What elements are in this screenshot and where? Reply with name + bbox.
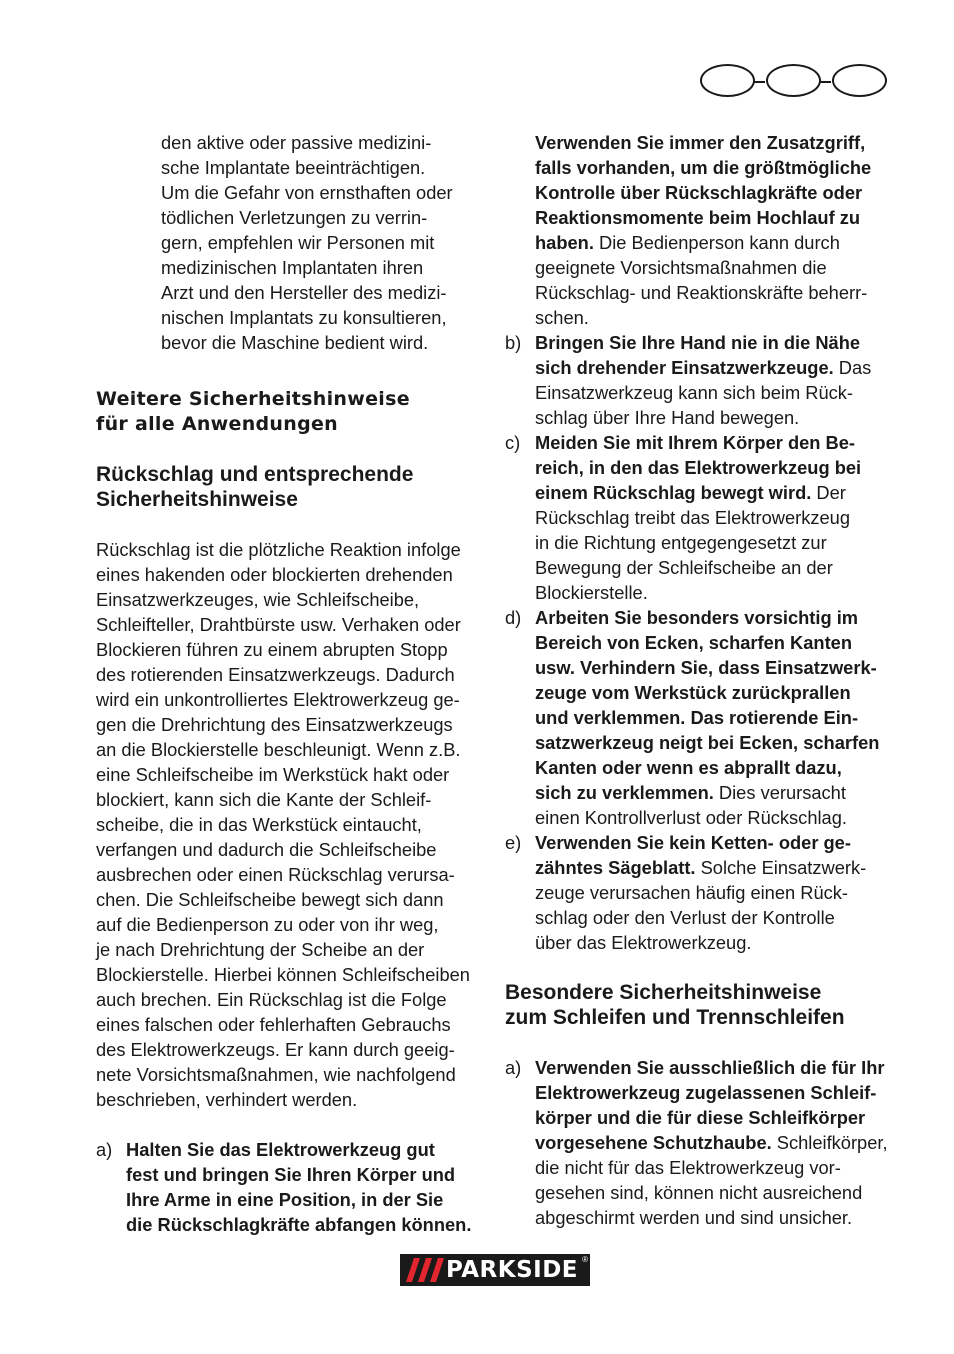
text-line: Schleifteller, Drahtbürste usw. Verhaken oder <box>96 614 461 635</box>
heading-line: Weitere Sicherheitshinweise <box>96 388 410 410</box>
text-line <box>535 480 891 505</box>
text-line: Rückschlag treibt das Elektrowerkzeug <box>535 507 850 528</box>
bold-run: vorgesehene Schutzhaube. <box>535 1132 772 1153</box>
section-heading-grinding <box>505 980 891 1030</box>
heading-line: Sicherheitshinweise <box>96 488 298 511</box>
text-line: tödlichen Verletzungen zu verrin- <box>161 207 428 228</box>
list-item-a2 <box>505 1055 891 1230</box>
list-marker: b) <box>505 332 522 353</box>
text-line: Elektrowerkzeug zugelassenen Schleif- <box>535 1082 877 1103</box>
text-line: usw. Verhindern Sie, dass Einsatzwerk- <box>535 657 877 678</box>
text-line: den aktive oder passive medizini- <box>161 132 432 153</box>
text-line: Blockierstelle. Hierbei können Schleifscheiben <box>96 964 470 985</box>
text-line: beschrieben, verhindert werden. <box>96 1089 358 1110</box>
heading-line: Besondere Sicherheitshinweise <box>505 981 822 1004</box>
text-line <box>535 855 891 880</box>
text-line: abgeschirmt werden und sind unsicher. <box>535 1207 853 1228</box>
text-line: Halten Sie das Elektrowerkzeug gut <box>126 1139 435 1160</box>
list-item-text <box>535 830 891 955</box>
registered-mark: ® <box>582 1255 588 1264</box>
bold-run: sich drehender Einsatzwerkzeuge. <box>535 357 834 378</box>
text-line: sche Implantate beeinträchtigen. <box>161 157 426 178</box>
text-line <box>535 780 891 805</box>
text-line: Einsatzwerkzeug kann sich beim Rück- <box>535 382 854 403</box>
text-line: gern, empfehlen wir Personen mit <box>161 232 435 253</box>
right-column <box>505 130 891 1230</box>
list-item-a <box>96 1137 482 1237</box>
text-line: auf die Bedienperson zu oder von ihr weg, <box>96 914 439 935</box>
normal-run: Die Bedienperson kann durch <box>593 232 840 253</box>
list-item-text <box>535 430 891 605</box>
text-line: auch brechen. Ein Rückschlag ist die Folge <box>96 989 447 1010</box>
text-line: Kanten oder wenn es abprallt dazu, <box>535 757 842 778</box>
text-line: Bringen Sie Ihre Hand nie in die Nähe <box>535 332 861 353</box>
bold-run: einem Rückschlag bewegt wird. <box>535 482 812 503</box>
text-line: gen die Drehrichtung des Einsatzwerkzeugs <box>96 714 453 735</box>
list-item-a-continued <box>505 130 891 330</box>
text-line: Verwenden Sie kein Ketten- oder ge- <box>535 832 851 853</box>
language-badge <box>700 64 755 97</box>
text-line: die nicht für das Elektrowerkzeug vor- <box>535 1157 841 1178</box>
text-line: blockiert, kann sich die Kante der Schleif- <box>96 789 432 810</box>
text-line: geeignete Vorsichtsmaßnahmen die <box>535 257 827 278</box>
logo-stripes-icon <box>406 1258 444 1282</box>
text-line: scheibe, die in das Werkstück eintaucht, <box>96 814 422 835</box>
text-line: chen. Die Schleifscheibe bewegt sich dann <box>96 889 444 910</box>
text-line: satzwerkzeug neigt bei Ecken, scharfen <box>535 732 880 753</box>
text-line: Kontrolle über Rückschlagkräfte oder <box>535 182 863 203</box>
list-item-d <box>505 605 891 830</box>
text-line: reich, in den das Elektrowerkzeug bei <box>535 457 862 478</box>
text-line: einen Kontrollverlust oder Rückschlag. <box>535 807 847 828</box>
text-line: Reaktionsmomente beim Hochlauf zu <box>535 207 861 228</box>
section-heading-general <box>96 387 482 437</box>
text-line: an die Blockierstelle beschleunigt. Wenn z.B. <box>96 739 461 760</box>
parkside-logo <box>400 1254 590 1286</box>
text-line: falls vorhanden, um die größtmögliche <box>535 157 872 178</box>
text-line: Rückschlag- und Reaktionskräfte beherr- <box>535 282 868 303</box>
list-marker: e) <box>505 832 522 853</box>
text-line: die Rückschlagkräfte abfangen können. <box>126 1214 472 1235</box>
list-item-c <box>505 430 891 605</box>
text-line <box>535 1130 891 1155</box>
text-line: nete Vorsichtsmaßnahmen, wie nachfolgend <box>96 1064 456 1085</box>
bold-run: sich zu verklemmen. <box>535 782 714 803</box>
text-line: Meiden Sie mit Ihrem Körper den Be- <box>535 432 855 453</box>
text-line: des rotierenden Einsatzwerkzeugs. Dadurch <box>96 664 455 685</box>
text-line: je nach Drehrichtung der Scheibe an der <box>96 939 425 960</box>
text-line: eine Schleifscheibe im Werkstück hakt oder <box>96 764 450 785</box>
text-line <box>535 230 891 255</box>
text-line: schen. <box>535 307 589 328</box>
heading-line: Rückschlag und entsprechende <box>96 463 414 486</box>
text-line: Blockieren führen zu einem abrupten Stopp <box>96 639 448 660</box>
text-line: Verwenden Sie ausschließlich die für Ihr <box>535 1057 885 1078</box>
text-line: ausbrechen oder einen Rückschlag verursa- <box>96 864 455 885</box>
text-line: Um die Gefahr von ernsthaften oder <box>161 182 453 203</box>
language-badge <box>766 64 821 97</box>
text-line: schlag über Ihre Hand bewegen. <box>535 407 800 428</box>
text-line: über das Elektrowerkzeug. <box>535 932 752 953</box>
text-line: fest und bringen Sie Ihren Körper und <box>126 1164 456 1185</box>
language-badge <box>832 64 887 97</box>
list-marker: c) <box>505 432 521 453</box>
list-marker-spacer <box>505 130 535 330</box>
intro-paragraph <box>96 130 482 355</box>
language-badges <box>700 64 890 100</box>
text-line: medizinischen Implantaten ihren <box>161 257 424 278</box>
text-line: Bereich von Ecken, scharfen Kanten <box>535 632 852 653</box>
text-line: und verklemmen. Das rotierende Ein- <box>535 707 859 728</box>
bold-run: haben. <box>535 232 594 253</box>
left-column <box>96 130 482 1237</box>
bold-run: zähntes Sägeblatt. <box>535 857 696 878</box>
list-item-e <box>505 830 891 955</box>
text-line: bevor die Maschine bedient wird. <box>161 332 429 353</box>
text-line: Einsatzwerkzeuges, wie Schleifscheibe, <box>96 589 420 610</box>
heading-line: für alle Anwendungen <box>96 413 338 435</box>
list-item-text <box>535 1055 891 1230</box>
text-line: verfangen und dadurch die Schleifscheibe <box>96 839 437 860</box>
list-item-text <box>535 330 891 430</box>
text-line: Arbeiten Sie besonders vorsichtig im <box>535 607 859 628</box>
text-line: zeuge verursachen häufig einen Rück- <box>535 882 849 903</box>
text-line: Arzt und den Hersteller des medizi- <box>161 282 447 303</box>
text-line: Verwenden Sie immer den Zusatzgriff, <box>535 132 866 153</box>
list-item-b <box>505 330 891 430</box>
normal-run: Schleifkörper, <box>771 1132 888 1153</box>
list-marker: d) <box>505 607 522 628</box>
normal-run: Solche Einsatzwerk- <box>695 857 867 878</box>
text-line: nischen Implantats zu konsultieren, <box>161 307 447 328</box>
list-item-text <box>535 605 891 830</box>
text-line: des Elektrowerkzeugs. Er kann durch geeig- <box>96 1039 455 1060</box>
logo-text: PARKSIDE <box>446 1257 579 1283</box>
normal-run: Dies verursacht <box>713 782 846 803</box>
text-line: Ihre Arme in eine Position, in der Sie <box>126 1189 444 1210</box>
text-line: Blockierstelle. <box>535 582 648 603</box>
text-line: eines falschen oder fehlerhaften Gebrauchs <box>96 1014 451 1035</box>
kickback-paragraph <box>96 537 482 1112</box>
text-line: Rückschlag ist die plötzliche Reaktion infolge <box>96 539 461 560</box>
text-line: wird ein unkontrolliertes Elektrowerkzeug ge- <box>96 689 460 710</box>
text-line <box>535 355 891 380</box>
text-line: zeuge vom Werkstück zurückprallen <box>535 682 851 703</box>
text-line: körper und die für diese Schleifkörper <box>535 1107 866 1128</box>
text-line: schlag oder den Verlust der Kontrolle <box>535 907 835 928</box>
heading-line: zum Schleifen und Trennschleifen <box>505 1006 845 1029</box>
text-line: eines hakenden oder blockierten drehenden <box>96 564 453 585</box>
normal-run: Das <box>833 357 872 378</box>
list-item-text <box>535 130 891 330</box>
section-heading-kickback <box>96 462 482 512</box>
list-marker: a) <box>505 1057 522 1078</box>
list-marker: a) <box>96 1139 113 1160</box>
text-line: Bewegung der Schleifscheibe an der <box>535 557 833 578</box>
list-item-text <box>126 1137 482 1237</box>
text-line: gesehen sind, können nicht ausreichend <box>535 1182 863 1203</box>
normal-run: Der <box>811 482 846 503</box>
text-line: in die Richtung entgegengesetzt zur <box>535 532 827 553</box>
